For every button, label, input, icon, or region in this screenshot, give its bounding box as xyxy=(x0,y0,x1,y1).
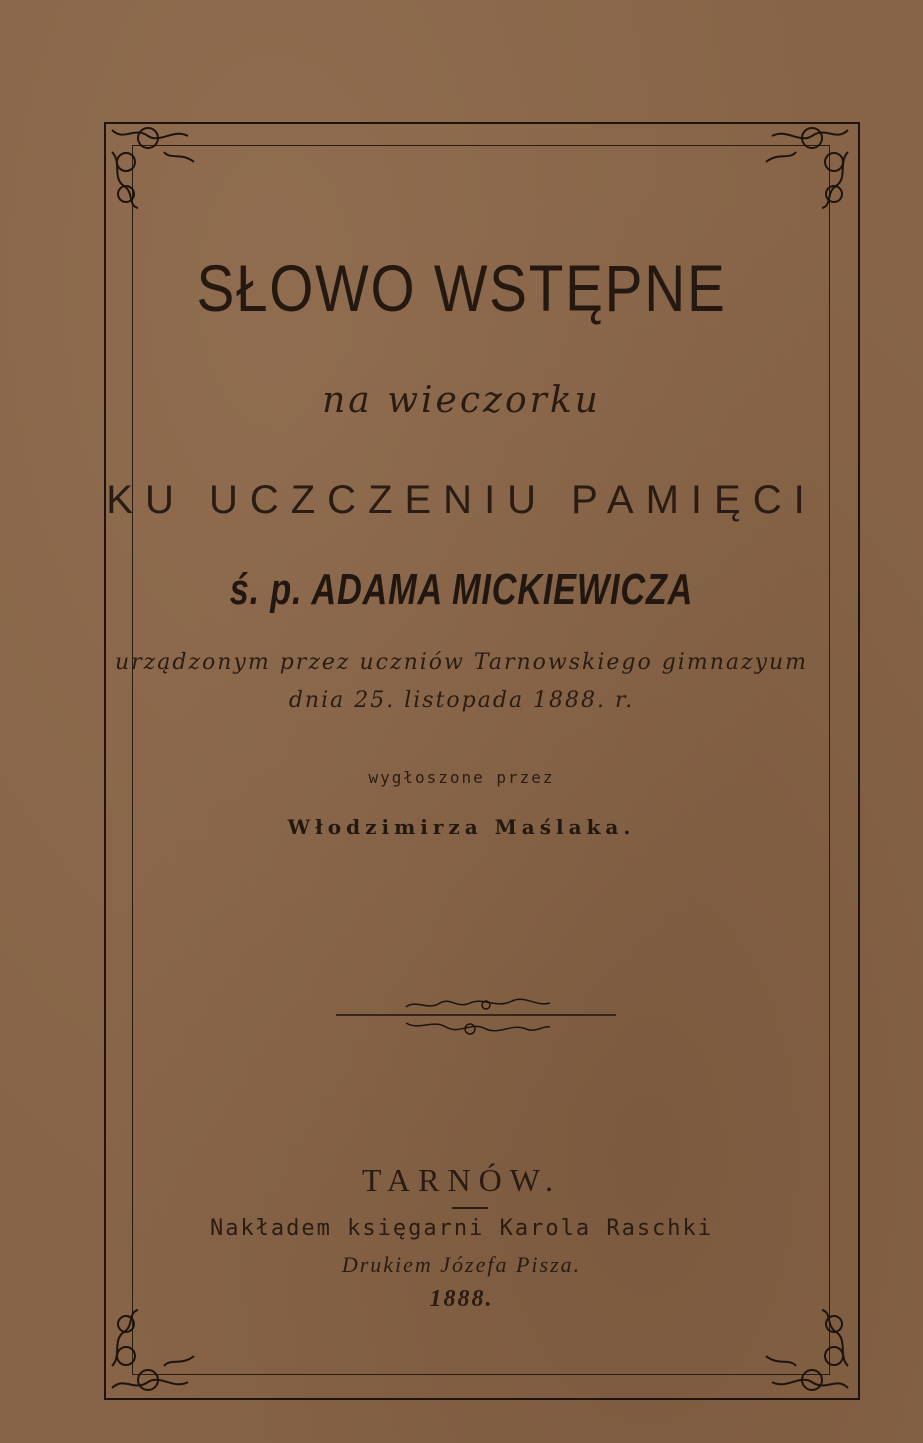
corner-flourish-bottom-left xyxy=(104,1306,214,1396)
imprint-publisher: Nakładem księgarni Karola Raschki xyxy=(209,1216,714,1241)
honoree-line: ś. p. ADAMA MICKIEWICZA xyxy=(229,565,694,614)
delivered-by-label: wygłoszone przez xyxy=(368,768,555,787)
imprint-printer: Drukiem Józefa Pisza. xyxy=(341,1252,582,1277)
organizers-line: urządzonym przez uczniów Tarnowskiego gimnazyum xyxy=(114,650,809,675)
purpose-line: KU UCZCZENIU PAMIĘCI xyxy=(106,478,817,522)
corner-flourish-bottom-right xyxy=(746,1306,856,1396)
imprint-city: TARNÓW. xyxy=(362,1162,561,1198)
corner-flourish-top-left xyxy=(104,122,214,212)
occasion-line: na wieczorku xyxy=(322,380,601,421)
author-name: Włodzimirza Maślaka. xyxy=(287,815,636,839)
city-underline xyxy=(452,1207,488,1209)
divider-ornament xyxy=(336,995,616,1041)
date-line: dnia 25. listopada 1888. r. xyxy=(288,688,635,713)
corner-flourish-top-right xyxy=(746,122,856,212)
page-title: SŁOWO WSTĘPNE xyxy=(196,251,727,325)
imprint-year: 1888. xyxy=(429,1286,494,1312)
